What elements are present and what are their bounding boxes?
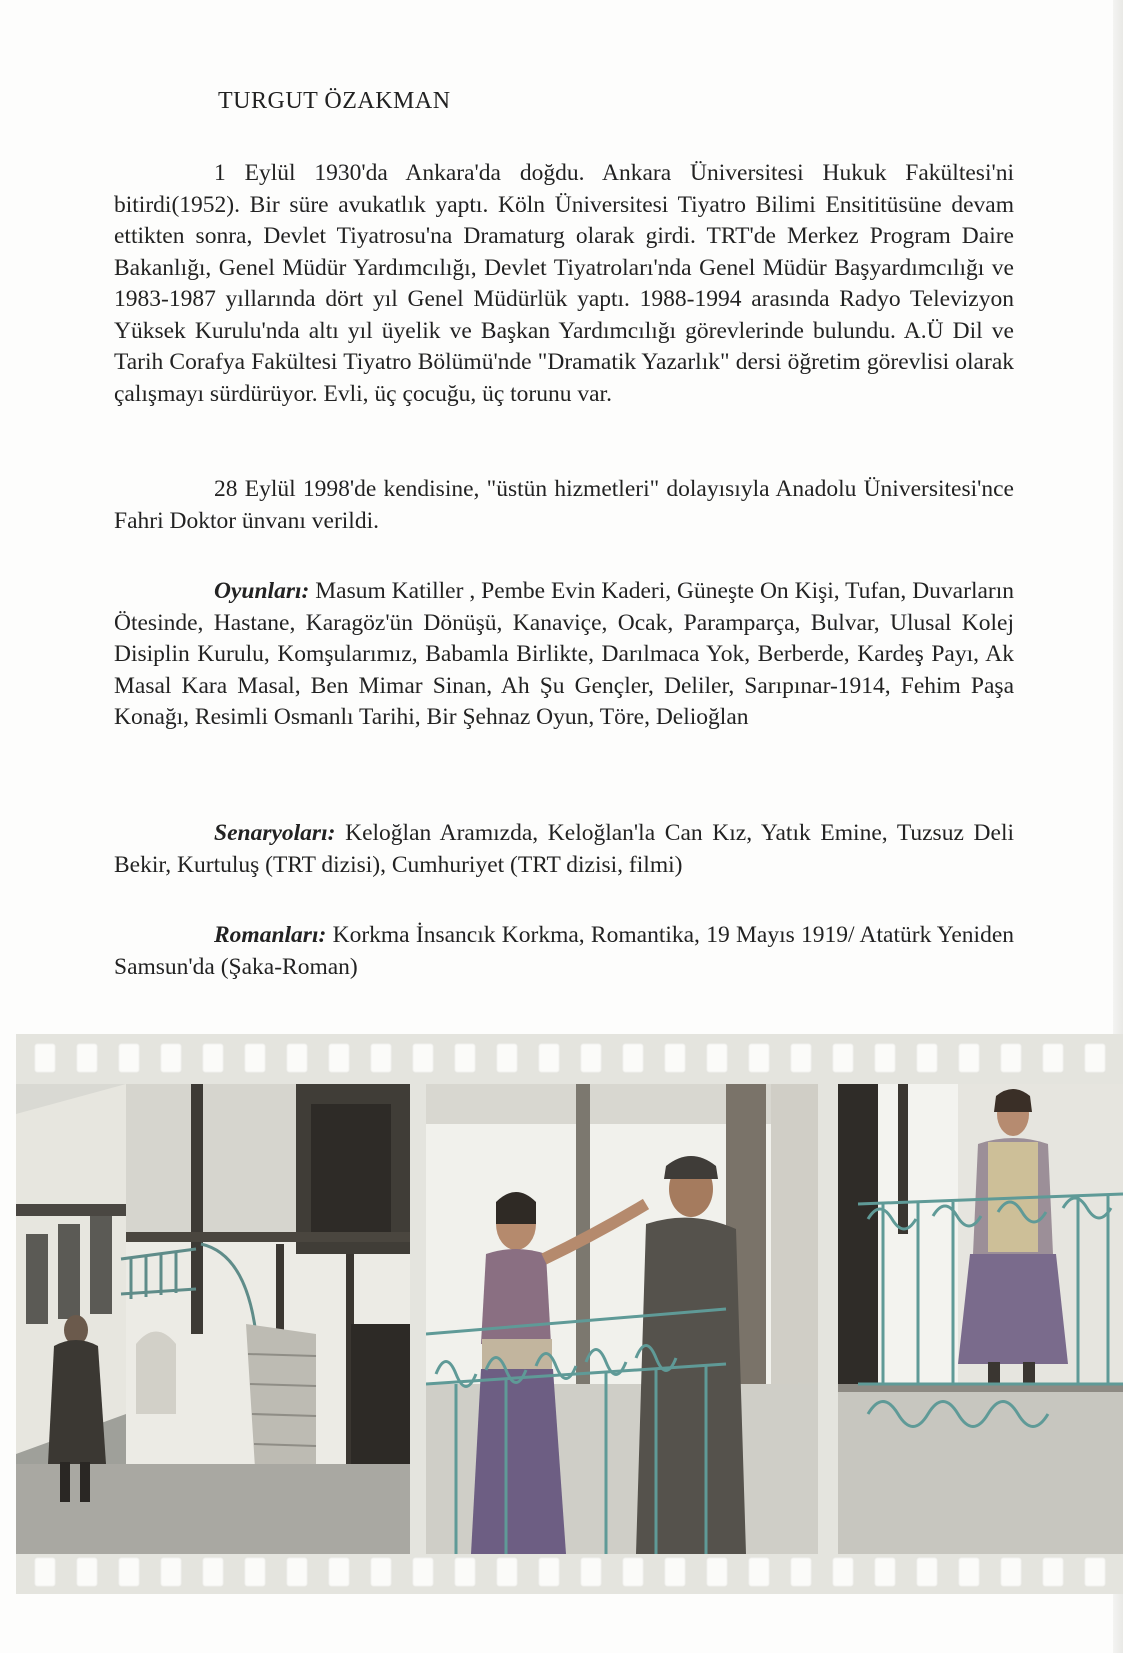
film-perforation (118, 1557, 140, 1587)
film-perforation (1000, 1043, 1022, 1073)
film-perforation (1084, 1557, 1106, 1587)
plays-paragraph (114, 576, 1014, 734)
film-perforation (202, 1043, 224, 1073)
film-perforation (748, 1557, 770, 1587)
film-perforation (34, 1557, 56, 1587)
film-perforations-bottom (16, 1554, 1123, 1590)
film-perforation (454, 1043, 476, 1073)
film-frame-woman-on-balcony (838, 1084, 1123, 1554)
novels-list: Korkma İnsancık Korkma, Romantika, 19 Mayıs 1919/ Atatürk Yeniden Samsun'da (Şaka-Roman) (114, 922, 1014, 980)
film-perforation (580, 1557, 602, 1587)
film-perforation (832, 1557, 854, 1587)
honor-paragraph: 28 Eylül 1998'de kendisine, "üstün hizmetleri" dolayısıyla Anadolu Üniversitesi'nce Fahri Doktor ünvanı verildi. (114, 476, 1014, 534)
film-perforation (286, 1043, 308, 1073)
film-perforation (1084, 1043, 1106, 1073)
novels-paragraph (114, 920, 1014, 983)
plays-list: Masum Katiller , Pembe Evin Kaderi, Güneşte On Kişi, Tufan, Duvarların Ötesinde, Hastane, Karagöz'ün Dönüşü, Kanaviçe, Ocak, Paramparça, Bulvar, Ulusal Kolej Disiplin Kurulu, Komşularımız, Babamla Birlikte, Darılmaca Yok, Berberde, Kardeş Payı, Ak Masal Kara Masal, Ben Mimar Sinan, Ah Şu Gençler, Deliler, Sarıpınar-1914, Fehim Paşa Konağı, Resimli Osmanlı Tarihi, Bir Şehnaz Oyun, Töre, Delioğlan (114, 578, 1015, 730)
film-perforation (790, 1043, 812, 1073)
film-perforation (496, 1043, 518, 1073)
film-perforation (790, 1557, 812, 1587)
film-perforation (160, 1043, 182, 1073)
film-perforation (622, 1043, 644, 1073)
film-perforation (916, 1043, 938, 1073)
film-perforation (622, 1557, 644, 1587)
film-perforation (496, 1557, 518, 1587)
film-perforation (76, 1557, 98, 1587)
film-perforation (580, 1043, 602, 1073)
screenplays-list: Keloğlan Aramızda, Keloğlan'la Can Kız, Yatık Emine, Tuzsuz Deli Bekir, Kurtuluş (TRT dizisi), Cumhuriyet (TRT dizisi, filmi) (114, 820, 1015, 878)
film-perforation (748, 1043, 770, 1073)
film-perforation (832, 1043, 854, 1073)
author-title: TURGUT ÖZAKMAN (218, 88, 451, 114)
film-perforation (958, 1043, 980, 1073)
film-perforation (706, 1043, 728, 1073)
film-perforation (664, 1557, 686, 1587)
film-frame-couple-on-balcony (426, 1084, 818, 1554)
film-perforation (706, 1557, 728, 1587)
film-perforation (538, 1557, 560, 1587)
film-perforation (412, 1043, 434, 1073)
film-perforation (958, 1557, 980, 1587)
film-perforation (916, 1557, 938, 1587)
film-perforation (160, 1557, 182, 1587)
film-perforation (286, 1557, 308, 1587)
screenplays-label: Senaryoları: (214, 820, 336, 846)
film-perforation (244, 1557, 266, 1587)
film-perforation (118, 1043, 140, 1073)
film-perforation (412, 1557, 434, 1587)
film-perforation (34, 1043, 56, 1073)
film-perforation (1042, 1043, 1064, 1073)
film-perforation (1042, 1557, 1064, 1587)
film-perforation (1000, 1557, 1022, 1587)
film-perforation (328, 1557, 350, 1587)
film-perforation (370, 1557, 392, 1587)
film-perforation (370, 1043, 392, 1073)
film-perforation (874, 1043, 896, 1073)
film-perforation (874, 1557, 896, 1587)
film-perforation (76, 1043, 98, 1073)
film-frame-man-by-house (16, 1084, 410, 1554)
film-perforation (328, 1043, 350, 1073)
plays-label: Oyunları: (214, 578, 310, 604)
film-strip (16, 1034, 1123, 1594)
film-perforation (202, 1557, 224, 1587)
film-perforation (244, 1043, 266, 1073)
film-perforation (664, 1043, 686, 1073)
screenplays-paragraph (114, 818, 1014, 881)
film-perforation (454, 1557, 476, 1587)
biography-paragraph: 1 Eylül 1930'da Ankara'da doğdu. Ankara Üniversitesi Hukuk Fakültesi'ni bitirdi(1952). Bir süre avukatlık yaptı. Köln Üniversitesi Tiyatro Bilimi Ensititüsüne devam ettikten sonra, Devlet Tiyatrosu'na Dramaturg olarak girdi. TRT'de Merkez Program Daire Bakanlığı, Genel Müdür Yardımcılığı, Devlet Tiyatroları'nda Genel Müdür Başyardımcılığı ve 1983-1987 yıllarında dört yıl Genel Müdürlük yaptı. 1988-1994 arasında Radyo Televizyon Yüksek Kurulu'nda altı yıl üyelik ve Başkan Yardımcılığı görevlerinde bulundu. A.Ü Dil ve Tarih Corafya Fakültesi Tiyatro Bölümü'nde "Dramatik Yazarlık" dersi öğretim görevlisi olarak çalışmayı sürdürüyor. Evli, üç çocuğu, üç torunu var. (114, 160, 1014, 407)
film-perforation (538, 1043, 560, 1073)
novels-label: Romanları: (214, 922, 327, 948)
film-perforations-top (16, 1040, 1123, 1076)
